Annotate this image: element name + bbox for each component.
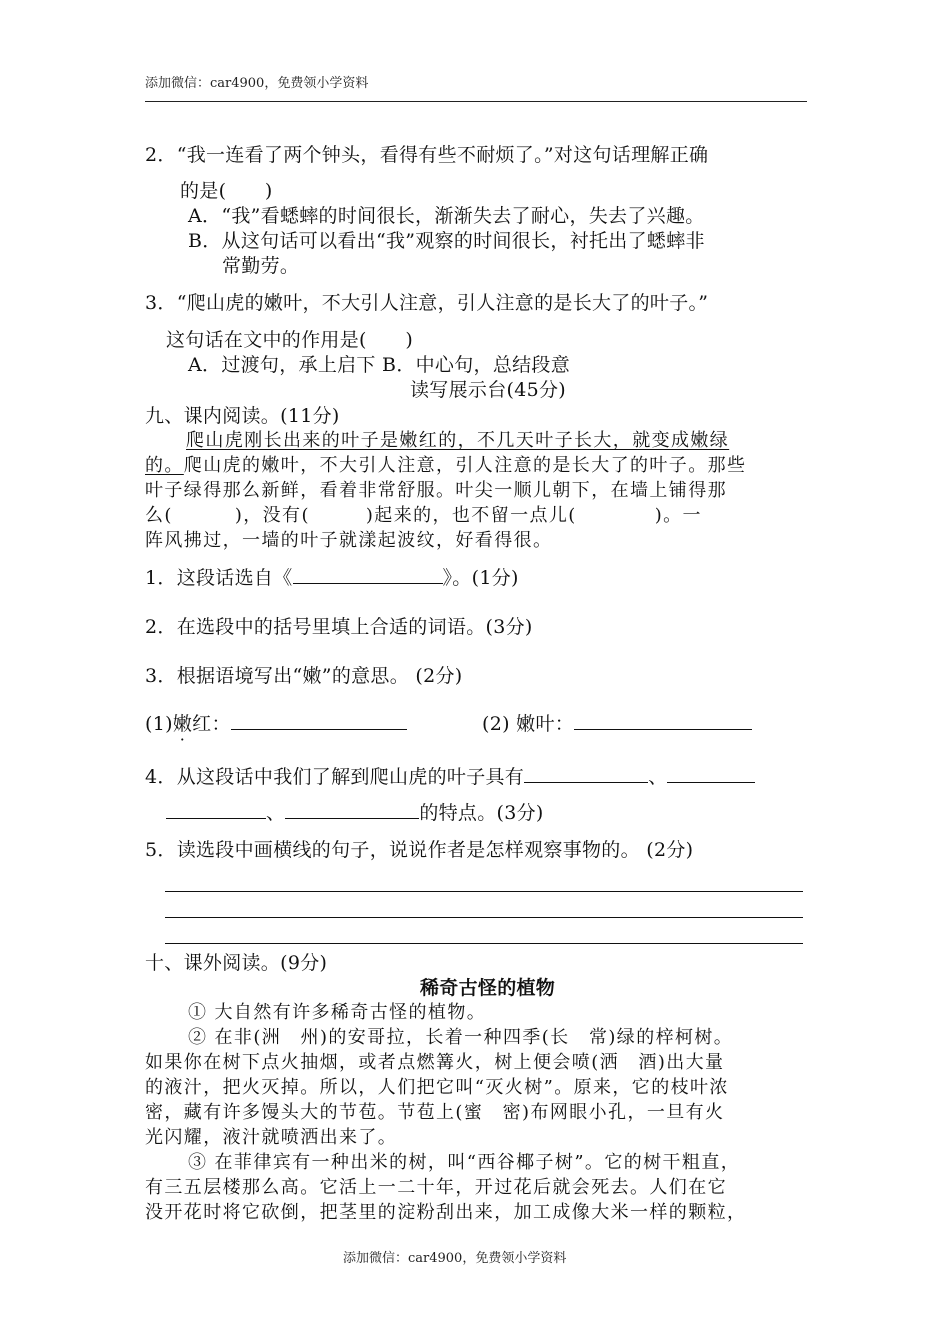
part9-q1-text: 1．这段话选自《: [145, 567, 293, 589]
passage9-line4-b: )，没有(: [234, 505, 310, 526]
article-line: 的液汁，把火灭掉。所以，人们把它叫“灭火树”。原来，它的枝叶浓: [145, 1077, 729, 1098]
q4-sep-2: 、: [266, 802, 286, 824]
q3-sub1-dotted-char: 嫩: [172, 713, 193, 735]
part9-q3-sub1: [145, 709, 407, 736]
part9-q4-line1: [145, 762, 755, 789]
passage9-line2: [145, 451, 746, 477]
q3-sub1-num: (1): [145, 713, 173, 735]
q3-options: A．过渡句，承上启下 B．中心句，总结段意: [188, 354, 571, 376]
passage9-line4-a: 么(: [145, 505, 173, 526]
part9-title: 九、课内阅读。(11分): [145, 405, 340, 427]
answer-line-2[interactable]: [165, 917, 803, 918]
passage9-underlined-line1: 爬山虎刚长出来的叶子是嫩红的，不几天叶子长大，就变成嫩绿: [186, 430, 730, 451]
passage9-line2-rest: 爬山虎的嫩叶，不大引人注意，引人注意的是长大了的叶子。那些: [183, 455, 747, 476]
q4-blank-2b[interactable]: [166, 800, 266, 819]
article-line: 如果你在树下点火抽烟，或者点燃篝火，树上便会喷(洒 酒)出大量: [145, 1052, 725, 1073]
article-line: ③ 在菲律宾有一种出米的树，叫“西谷椰子树”。它的树干粗直，: [188, 1152, 741, 1173]
passage9-line5: 阵风拂过，一墙的叶子就漾起波纹，好看得很。: [145, 530, 553, 551]
q2-option-a: A．“我”看蟋蟀的时间很长，渐渐失去了耐心，失去了兴趣。: [188, 205, 705, 227]
article-line: 有三五层楼那么高。它活上一二十年，开过花后就会死去。人们在它: [145, 1177, 727, 1198]
q3-sub2-label: (2) 嫩叶：: [482, 713, 575, 735]
q4-text: 4．从这段话中我们了解到爬山虎的叶子具有: [145, 766, 525, 788]
q2-option-b-line2: 常勤劳。: [222, 255, 300, 277]
part9-q1-score: 》。(1分): [442, 567, 519, 589]
q4-blank-1[interactable]: [524, 764, 648, 783]
passage9-line3: 叶子绿得那么新鲜，看着非常舒服。叶尖一顺儿朝下，在墙上铺得那: [145, 480, 727, 501]
q3-line2: 这句话在文中的作用是( ): [166, 329, 414, 351]
q4-blank-3[interactable]: [285, 800, 419, 819]
answer-line-3[interactable]: [165, 943, 803, 944]
passage9-line4-c: )起来的，也不留一点儿(: [365, 505, 577, 526]
footer-note: 添加微信：car4900，免费领小学资料: [343, 1251, 567, 1266]
q1-answer-blank[interactable]: [293, 565, 443, 584]
header-rule: [145, 101, 807, 102]
part9-q1: [145, 563, 519, 590]
q4-blank-2a[interactable]: [667, 764, 755, 783]
q4-sep-1: 、: [648, 766, 668, 788]
q2-line2: 的是( ): [180, 180, 273, 202]
part9-q5: 5．读选段中画横线的句子，说说作者是怎样观察事物的。 (2分): [145, 839, 694, 861]
q3-sub1-label: 红：: [192, 713, 231, 735]
answer-line-1[interactable]: [165, 891, 803, 892]
article-line: 光闪耀，液汁就喷洒出来了。: [145, 1127, 398, 1148]
q3-sub1-blank[interactable]: [231, 711, 407, 730]
q3-line1: 3．“爬山虎的嫩叶，不大引人注意，引人注意的是长大了的叶子。”: [145, 292, 709, 314]
q2-option-b-line1: B．从这句话可以看出“我”观察的时间很长，衬托出了蟋蟀非: [188, 230, 705, 252]
part9-q2: 2．在选段中的括号里填上合适的词语。(3分): [145, 616, 533, 638]
q2-line1: 2．“我一连看了两个钟头，看得有些不耐烦了。”对这句话理解正确: [145, 144, 709, 166]
article-line: 密，藏有许多馒头大的节苞。节苞上(蜜 密)布网眼小孔，一旦有火: [145, 1102, 725, 1123]
part9-q3-sub2: [482, 709, 752, 736]
q3-sub2-blank[interactable]: [574, 711, 752, 730]
article-line: 没开花时将它砍倒，把茎里的淀粉刮出来，加工成像大米一样的颗粒，: [145, 1202, 747, 1223]
article-line: ① 大自然有许多稀奇古怪的植物。: [188, 1002, 487, 1023]
passage9-underlined-end: 的。: [145, 455, 184, 476]
article-title: 稀奇古怪的植物: [420, 977, 556, 999]
section-title: 读写展示台(45分): [410, 379, 567, 401]
part9-q4-line2: [166, 798, 544, 825]
passage9-line4: [145, 501, 702, 527]
article-line: ② 在非(洲 州)的安哥拉，长着一种四季(长 常)绿的梓柯树。: [188, 1027, 734, 1048]
part10-title: 十、课外阅读。(9分): [145, 952, 328, 974]
header-note: 添加微信：car4900，免费领小学资料: [145, 76, 369, 91]
q4-suffix: 的特点。(3分): [419, 802, 544, 824]
part9-q3: 3．根据语境写出“嫩”的意思。 (2分): [145, 665, 463, 687]
passage9-line4-d: )。一: [654, 505, 702, 526]
